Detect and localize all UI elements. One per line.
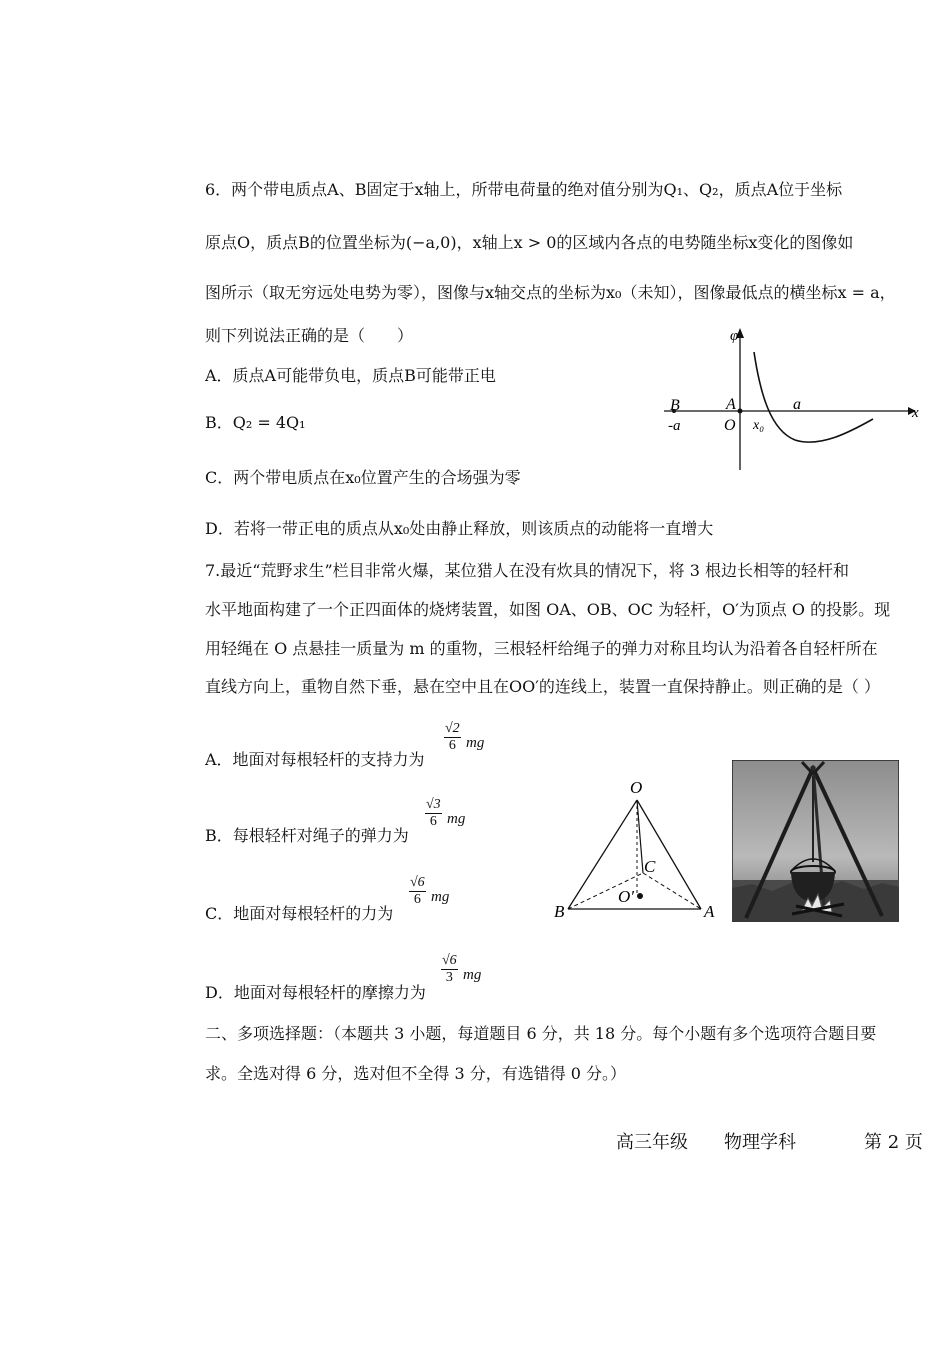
q6-line4: 则下列说法正确的是（ ）	[205, 326, 414, 345]
q6-line2: 原点O，质点B的位置坐标为(−a,0)，x轴上x > 0的区域内各点的电势随坐标x变化的图像如	[205, 233, 854, 252]
diagram-label-A: A	[704, 902, 715, 921]
q6-line3: 图所示（取无穷远处电势为零），图像与x轴交点的坐标为x₀（未知），图像最低点的横坐标x = a，	[205, 283, 896, 302]
q7-line2: 水平地面构建了一个正四面体的烧烤装置，如图 OA、OB、OC 为轻杆，O′为顶点 O 的投影。现	[205, 600, 891, 619]
graph-potential-curve	[754, 352, 873, 442]
diagram-label-O-prime: O′	[618, 887, 634, 906]
fraction-numerator: √2	[445, 721, 460, 736]
q6-option-b: B．Q₂ = 4Q₁	[205, 413, 306, 432]
q7-option-a-mg: mg	[466, 735, 485, 751]
q7-option-a-fraction	[444, 721, 461, 754]
q7-option-b-fraction	[425, 797, 442, 830]
q6-option-a: A．质点A可能带负电，质点B可能带正电	[205, 366, 496, 385]
graph-label-a: a	[793, 396, 801, 413]
q7-option-c-mg: mg	[431, 889, 450, 905]
rod-OC	[637, 800, 643, 873]
q7-option-b: B．每根轻杆对绳子的弹力为	[205, 826, 409, 845]
point-O-prime	[637, 893, 643, 899]
q6-potential-graph	[660, 322, 930, 472]
edge-CA-hidden	[643, 873, 701, 909]
section2-line1: 二、多项选择题：（本题共 3 小题，每道题目 6 分，共 18 分。每个小题有多个选项符合题目要	[205, 1024, 877, 1043]
q7-option-d: D．地面对每根轻杆的摩擦力为	[205, 983, 426, 1002]
q7-option-d-fraction	[441, 953, 458, 986]
q7-option-d-mg: mg	[463, 967, 482, 983]
graph-label-B: B	[670, 397, 680, 414]
q6-line1: 6．两个带电质点A、B固定于x轴上，所带电荷量的绝对值分别为Q₁、Q₂，质点A位于坐标	[205, 180, 843, 199]
graph-label-A: A	[726, 396, 736, 413]
graph-point-A	[738, 409, 743, 414]
diagram-label-O: O	[630, 778, 643, 797]
rod-OA	[637, 800, 701, 909]
fraction-denominator: 6	[448, 738, 456, 753]
fraction-denominator: 6	[429, 814, 437, 829]
q7-option-c: C．地面对每根轻杆的力为	[205, 904, 394, 923]
q7-tetrahedron-diagram	[548, 776, 728, 926]
q7-option-c-fraction	[409, 875, 426, 908]
q6-option-c: C．两个带电质点在x₀位置产生的合场强为零	[205, 468, 521, 487]
fraction-numerator: √6	[410, 875, 425, 890]
graph-label-x0: x₀	[753, 418, 765, 433]
q7-option-a: A．地面对每根轻杆的支持力为	[205, 750, 425, 769]
fraction-numerator: √3	[426, 797, 441, 812]
q7-tripod-photo	[732, 760, 899, 922]
footer-subject: 物理学科	[724, 1132, 796, 1153]
q7-line3: 用轻绳在 O 点悬挂一质量为 m 的重物，三根轻杆给绳子的弹力对称且均认为沿着各自轻杆所在	[205, 639, 878, 658]
diagram-label-C: C	[644, 857, 656, 876]
fraction-denominator: 3	[445, 970, 453, 985]
diagram-label-B: B	[554, 902, 565, 921]
section2-line2: 求。全选对得 6 分，选对但不全得 3 分，有选错得 0 分。）	[205, 1064, 627, 1083]
q7-option-b-mg: mg	[447, 811, 466, 827]
graph-y-label: φ	[730, 328, 739, 344]
graph-label-O: O	[724, 417, 736, 434]
graph-label-neg-a: -a	[668, 418, 681, 434]
q7-line1: 7.最近“荒野求生”栏目非常火爆，某位猎人在没有炊具的情况下，将 3 根边长相等的轻杆和	[205, 561, 849, 580]
footer-grade: 高三年级	[616, 1132, 688, 1153]
q6-option-d: D．若将一带正电的质点从x₀处由静止释放，则该质点的动能将一直增大	[205, 519, 714, 538]
fraction-numerator: √6	[442, 953, 457, 968]
graph-x-label: x	[912, 405, 919, 421]
q7-line4: 直线方向上，重物自然下垂，悬在空中且在OO′的连线上，装置一直保持静止。则正确的是（ ）	[205, 677, 880, 696]
footer-page-number: 第 2 页	[864, 1132, 923, 1153]
fraction-denominator: 6	[413, 892, 421, 907]
